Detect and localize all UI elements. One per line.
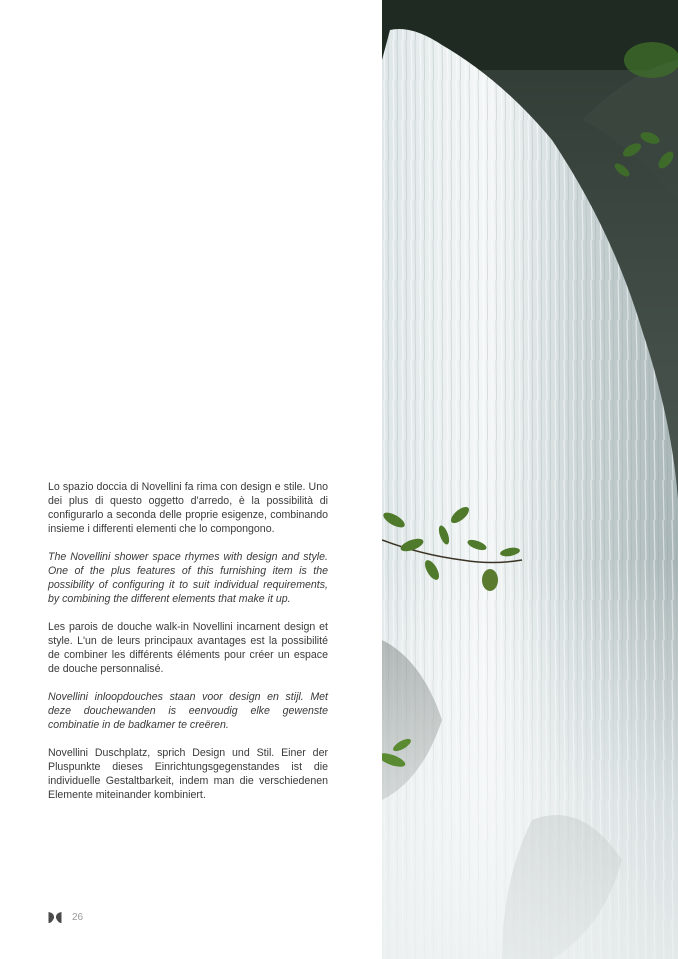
paragraph-italian: Lo spazio doccia di Novellini fa rima con design e stile. Uno dei plus di questo oggetto d'arredo, è la possibilità di configurarlo a seconda delle proprie esigenze, combinando insieme i differenti elementi che lo compongono. bbox=[48, 481, 328, 535]
novellini-logo-icon bbox=[48, 911, 62, 924]
paragraph-english: The Novellini shower space rhymes with design and style. One of the plus features of this furnishing item is the possibility of configuring it to suit individual requirements, by combining the different elements that make it up. bbox=[48, 551, 328, 605]
paragraph-german: Novellini Duschplatz, sprich Design und Stil. Einer der Pluspunkte dieses Einrichtungsgegenstandes ist die individuelle Gestaltbarkeit, indem man die verschiedenen Elemente miteinander kombiniert. bbox=[48, 747, 328, 801]
page-footer bbox=[48, 911, 83, 924]
paragraph-dutch: Novellini inloopdouches staan voor design en stijl. Met deze douchewanden is eenvoudig elke gewenste combinatie in de badkamer te creëren. bbox=[48, 691, 328, 731]
paragraph-french: Les parois de douche walk-in Novellini incarnent design et style. L'un de leurs principaux avantages est la possibilité de combiner les différents éléments pour créer un espace de douche personnalisé. bbox=[48, 621, 328, 675]
text-column bbox=[48, 480, 328, 816]
waterfall-photo bbox=[382, 0, 678, 959]
page-number: 26 bbox=[72, 912, 84, 923]
